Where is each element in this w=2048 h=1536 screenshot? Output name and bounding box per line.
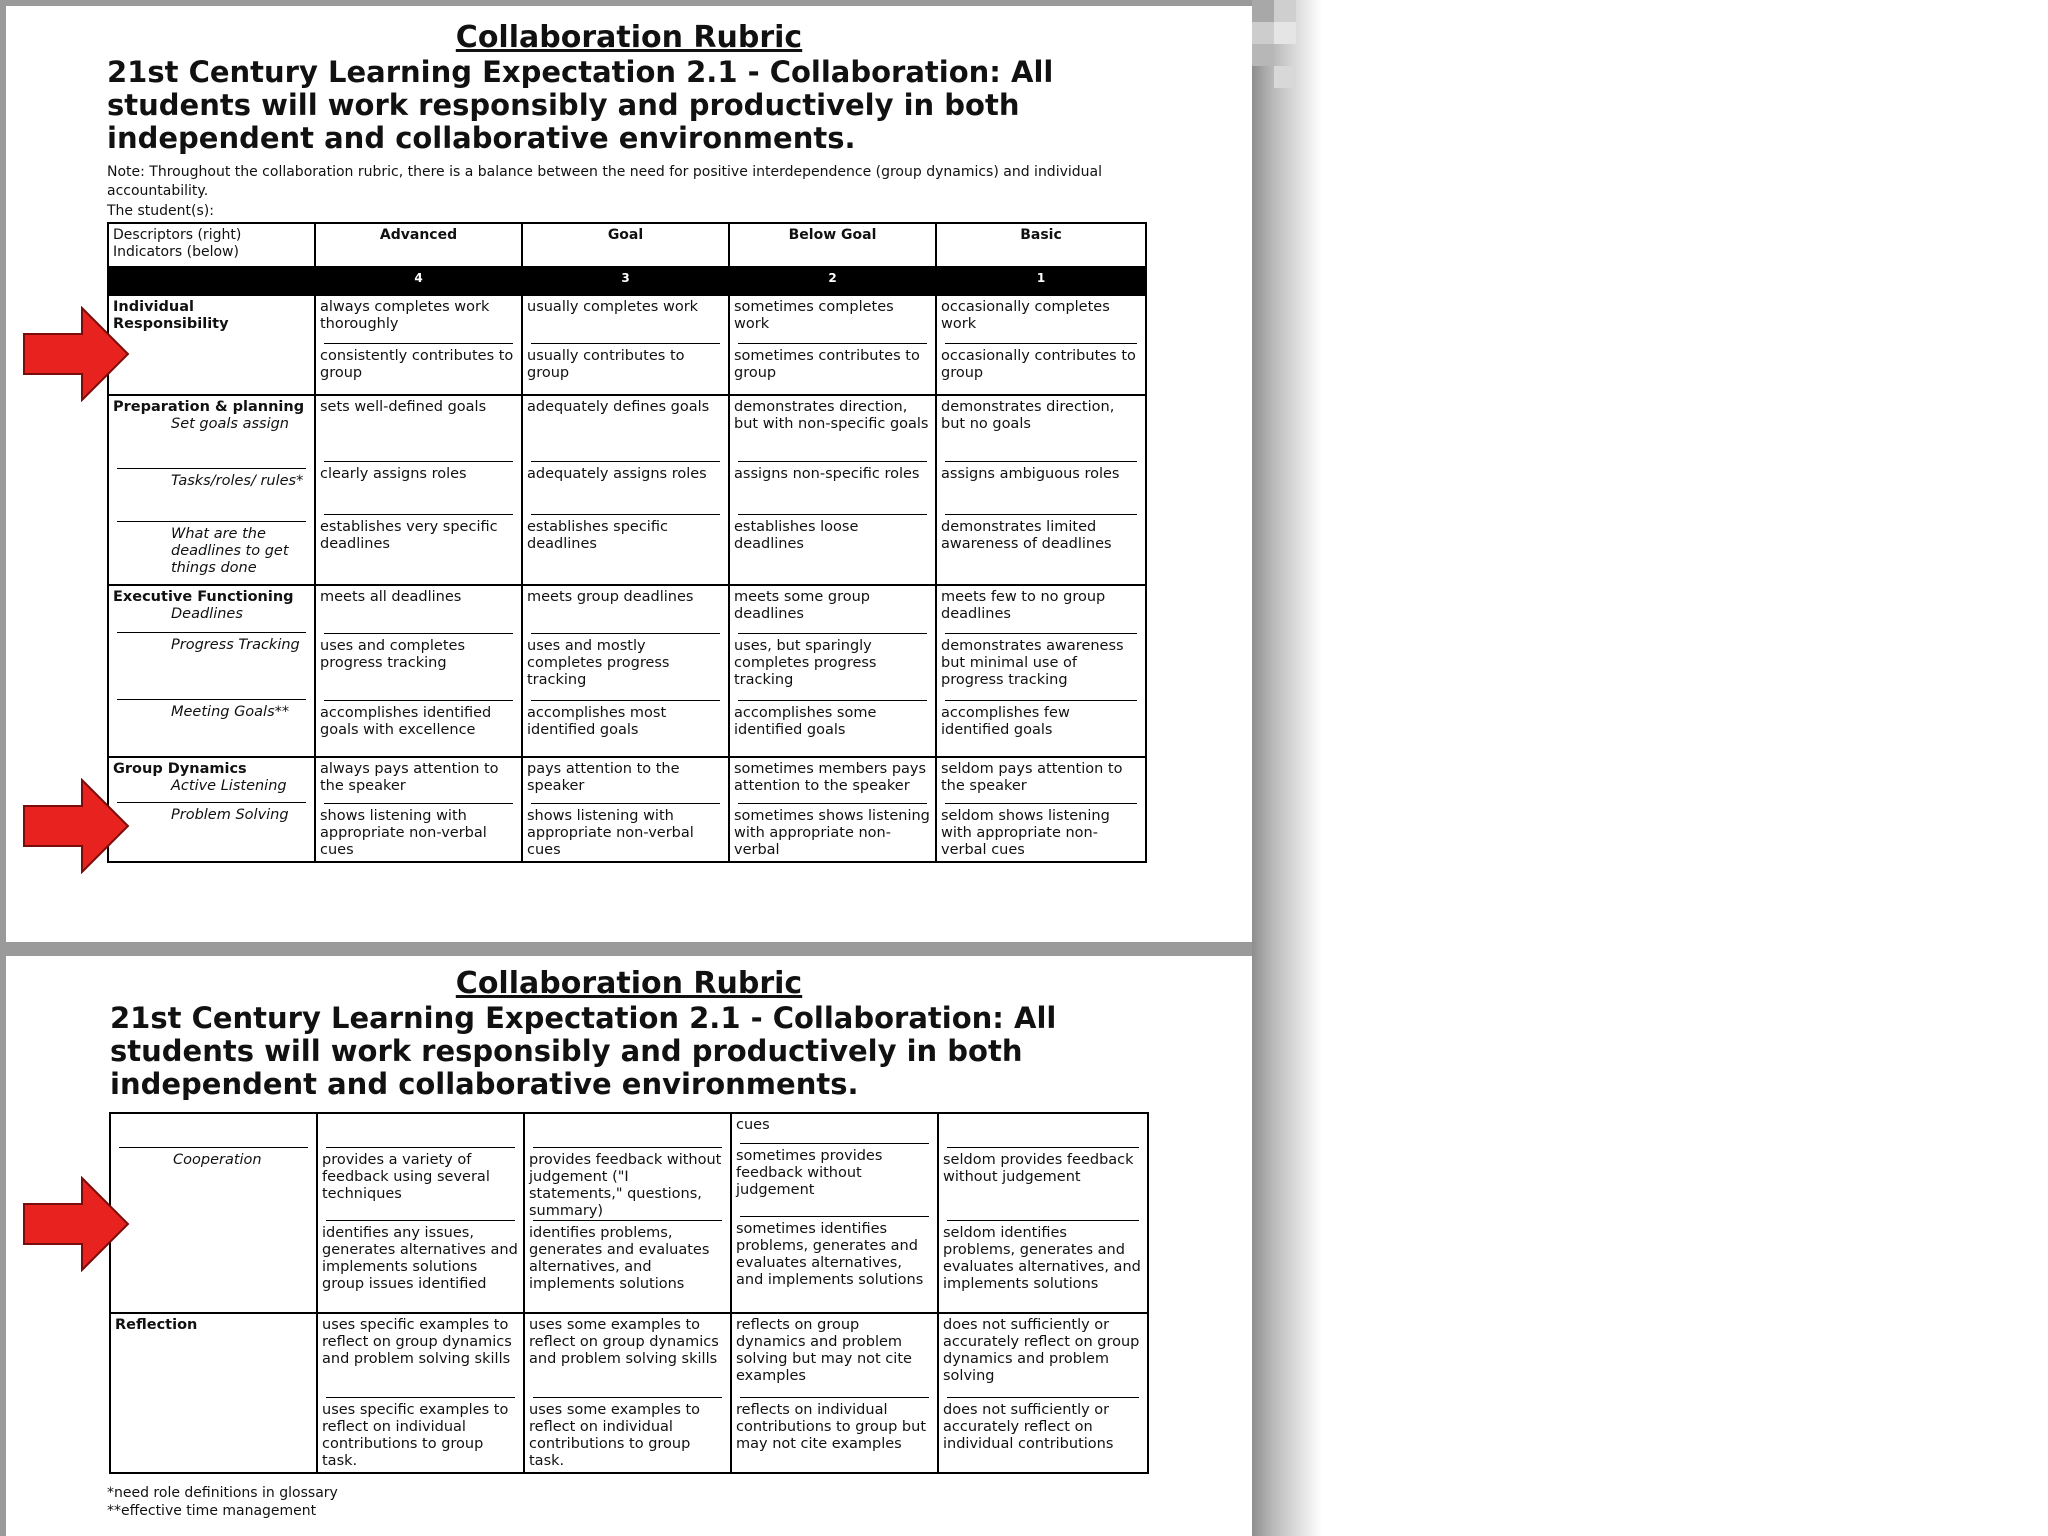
descriptors-label: Descriptors (right) xyxy=(113,227,242,243)
cell-text: clearly assigns roles xyxy=(320,466,467,482)
rubric-cell xyxy=(938,1313,1148,1473)
cell-text: uses and mostly completes progress tracking xyxy=(527,638,670,688)
red-arrow-icon xyxy=(22,778,130,874)
cell-text: identifies any issues, generates alternatives and implements solutions group issues identified xyxy=(322,1225,518,1292)
document-page-2 xyxy=(6,956,1252,1536)
indicator-cell xyxy=(108,295,315,395)
cell-text: consistently contributes to group xyxy=(320,348,514,381)
cell-text: meets some group deadlines xyxy=(734,589,871,622)
rubric-cell xyxy=(936,395,1146,585)
sub-indicator: Meeting Goals** xyxy=(171,704,290,720)
cell-text: sets well-defined goals xyxy=(320,399,487,415)
cell-text: adequately defines goals xyxy=(527,399,710,415)
cell-text: identifies problems, generates and evaluates alternatives, and implements solutions xyxy=(529,1225,710,1292)
cell-text: does not sufficiently or accurately reflect on individual contributions xyxy=(943,1402,1114,1452)
cell-text: adequately assigns roles xyxy=(527,466,707,482)
sub-indicator: Cooperation xyxy=(173,1152,262,1168)
cell-text: seldom pays attention to the speaker xyxy=(941,761,1123,794)
cell-text: accomplishes most identified goals xyxy=(527,705,667,738)
cell-text: seldom identifies problems, generates and evaluates alternatives, and implements solutions xyxy=(943,1225,1141,1292)
indicators-label: Indicators (below) xyxy=(113,244,239,260)
cell-text: establishes loose deadlines xyxy=(734,519,859,552)
header-goal: Goal xyxy=(522,223,729,267)
table-row xyxy=(108,295,1146,395)
cell-text: establishes very specific deadlines xyxy=(320,519,498,552)
cell-text: provides feedback without judgement ("I statements," questions, summary) xyxy=(529,1152,722,1219)
cell-text: shows listening with appropriate non-verbal cues xyxy=(527,808,694,858)
indicator-cell xyxy=(110,1113,317,1313)
descriptor-header xyxy=(108,223,315,267)
cell-text: accomplishes identified goals with excellence xyxy=(320,705,492,738)
indicator-cell xyxy=(108,585,315,757)
rubric-cell xyxy=(522,395,729,585)
header-basic: Basic xyxy=(936,223,1146,267)
cell-text: usually completes work xyxy=(527,299,699,315)
rubric-table-2 xyxy=(109,1112,1149,1474)
cell-text: reflects on group dynamics and problem solving but may not cite examples xyxy=(736,1317,912,1384)
cell-text: demonstrates direction, but with non-specific goals xyxy=(734,399,929,432)
cell-text: cues xyxy=(736,1117,770,1133)
sub-indicator: Set goals assign xyxy=(171,416,289,432)
cell-text: sometimes members pays attention to the speaker xyxy=(734,761,927,794)
sub-indicator: Problem Solving xyxy=(171,807,289,823)
cell-text: uses some examples to reflect on individual contributions to group task. xyxy=(529,1402,701,1469)
cell-text: seldom provides feedback without judgement xyxy=(943,1152,1134,1185)
cell-text: usually contributes to group xyxy=(527,348,685,381)
cell-text: meets group deadlines xyxy=(527,589,694,605)
header-row xyxy=(108,223,1146,267)
rubric-cell xyxy=(522,585,729,757)
indicator-cell xyxy=(108,395,315,585)
cell-text: shows listening with appropriate non-verbal cues xyxy=(320,808,487,858)
rubric-cell xyxy=(729,757,936,862)
rubric-note: Note: Throughout the collaboration rubric, there is a balance between the need for positive interdependence (group dynamics) and individual accountability. xyxy=(107,164,1102,199)
cell-text: sometimes identifies problems, generates and evaluates alternatives, and implements solutions xyxy=(736,1221,924,1288)
cell-text: provides a variety of feedback using several techniques xyxy=(322,1152,490,1202)
cell-text: uses specific examples to reflect on individual contributions to group task. xyxy=(322,1402,509,1469)
page-title: Collaboration Rubric xyxy=(455,20,803,55)
sub-indicator: What are the deadlines to get things done xyxy=(171,526,289,576)
cell-text: meets all deadlines xyxy=(320,589,462,605)
cell-text: always pays attention to the speaker xyxy=(320,761,499,794)
table-row xyxy=(108,395,1146,585)
expectation-heading: 21st Century Learning Expectation 2.1 - Collaboration: All students will work responsibly and productively in both independent and collaborative environments. xyxy=(107,55,1054,155)
rubric-cell xyxy=(524,1313,731,1473)
sub-indicator: Progress Tracking xyxy=(171,637,300,653)
rubric-cell xyxy=(729,295,936,395)
cell-text: occasionally contributes to group xyxy=(941,348,1136,381)
indicator-label: Executive Functioning xyxy=(113,589,294,605)
rubric-cell xyxy=(522,757,729,862)
sub-indicator: Active Listening xyxy=(171,778,287,794)
table-row xyxy=(108,757,1146,862)
students-label: The student(s): xyxy=(107,203,214,219)
rubric-cell xyxy=(522,295,729,395)
red-arrow-icon xyxy=(22,1176,130,1272)
rubric-cell xyxy=(729,395,936,585)
cell-text: sometimes provides feedback without judgement xyxy=(736,1148,883,1198)
cell-text: pays attention to the speaker xyxy=(527,761,680,794)
cell-text: assigns non-specific roles xyxy=(734,466,920,482)
cell-text: sometimes contributes to group xyxy=(734,348,920,381)
indicator-label: Group Dynamics xyxy=(113,761,247,777)
indicator-cell xyxy=(108,757,315,862)
table-row xyxy=(108,585,1146,757)
cell-text: demonstrates direction, but no goals xyxy=(941,399,1115,432)
rubric-cell xyxy=(524,1113,731,1313)
footnote-roles: *need role definitions in glossary xyxy=(107,1485,338,1501)
expectation-heading: 21st Century Learning Expectation 2.1 - Collaboration: All students will work responsibly and productively in both independent and collaborative environments. xyxy=(110,1001,1057,1101)
cell-text: demonstrates limited awareness of deadlines xyxy=(941,519,1112,552)
table-row xyxy=(110,1313,1148,1473)
page-title: Collaboration Rubric xyxy=(455,966,803,1001)
rubric-cell xyxy=(936,585,1146,757)
sub-indicator: Tasks/roles/ rules* xyxy=(171,473,304,489)
cell-text: meets few to no group deadlines xyxy=(941,589,1106,622)
score-1: 1 xyxy=(936,267,1146,295)
sub-indicator: Deadlines xyxy=(171,606,243,622)
cell-text: sometimes shows listening with appropriate non-verbal xyxy=(734,808,930,858)
cell-text: uses specific examples to reflect on group dynamics and problem solving skills xyxy=(322,1317,512,1367)
cell-text: establishes specific deadlines xyxy=(527,519,668,552)
score-row xyxy=(108,267,1146,295)
rubric-cell xyxy=(315,757,522,862)
rubric-cell xyxy=(731,1313,938,1473)
rubric-cell xyxy=(729,585,936,757)
cell-text: uses some examples to reflect on group dynamics and problem solving skills xyxy=(529,1317,719,1367)
header-below-goal: Below Goal xyxy=(729,223,936,267)
score-3: 3 xyxy=(522,267,729,295)
indicator-label: Preparation & planning xyxy=(113,399,305,415)
cell-text: uses and completes progress tracking xyxy=(320,638,465,671)
table-row xyxy=(110,1113,1148,1313)
indicator-label: Individual Responsibility xyxy=(113,299,229,332)
cell-text: accomplishes some identified goals xyxy=(734,705,877,738)
rubric-cell xyxy=(936,295,1146,395)
cell-text: always completes work thoroughly xyxy=(320,299,490,332)
indicator-cell xyxy=(110,1313,317,1473)
footnote-time: **effective time management xyxy=(107,1503,317,1519)
rubric-cell xyxy=(315,295,522,395)
score-blank xyxy=(108,267,315,295)
viewer-edge-shadow xyxy=(1252,0,1322,1536)
rubric-cell xyxy=(317,1313,524,1473)
red-arrow-icon xyxy=(22,306,130,402)
document-page-1 xyxy=(6,6,1252,942)
score-2: 2 xyxy=(729,267,936,295)
rubric-cell xyxy=(315,395,522,585)
rubric-table-1 xyxy=(107,222,1147,863)
rubric-cell xyxy=(731,1113,938,1313)
cell-text: assigns ambiguous roles xyxy=(941,466,1120,482)
header-advanced: Advanced xyxy=(315,223,522,267)
cell-text: occasionally completes work xyxy=(941,299,1110,332)
cell-text: sometimes completes work xyxy=(734,299,894,332)
cell-text: reflects on individual contributions to group but may not cite examples xyxy=(736,1402,927,1452)
rubric-cell xyxy=(936,757,1146,862)
indicator-label: Reflection xyxy=(115,1317,198,1333)
cell-text: accomplishes few identified goals xyxy=(941,705,1070,738)
rubric-cell xyxy=(938,1113,1148,1313)
cell-text: demonstrates awareness but minimal use of progress tracking xyxy=(941,638,1124,688)
viewer-edge-blocks xyxy=(1252,0,1322,120)
rubric-cell xyxy=(317,1113,524,1313)
score-4: 4 xyxy=(315,267,522,295)
cell-text: does not sufficiently or accurately reflect on group dynamics and problem solving xyxy=(943,1317,1140,1384)
rubric-cell xyxy=(315,585,522,757)
cell-text: uses, but sparingly completes progress tracking xyxy=(734,638,877,688)
cell-text: seldom shows listening with appropriate non-verbal cues xyxy=(941,808,1110,858)
